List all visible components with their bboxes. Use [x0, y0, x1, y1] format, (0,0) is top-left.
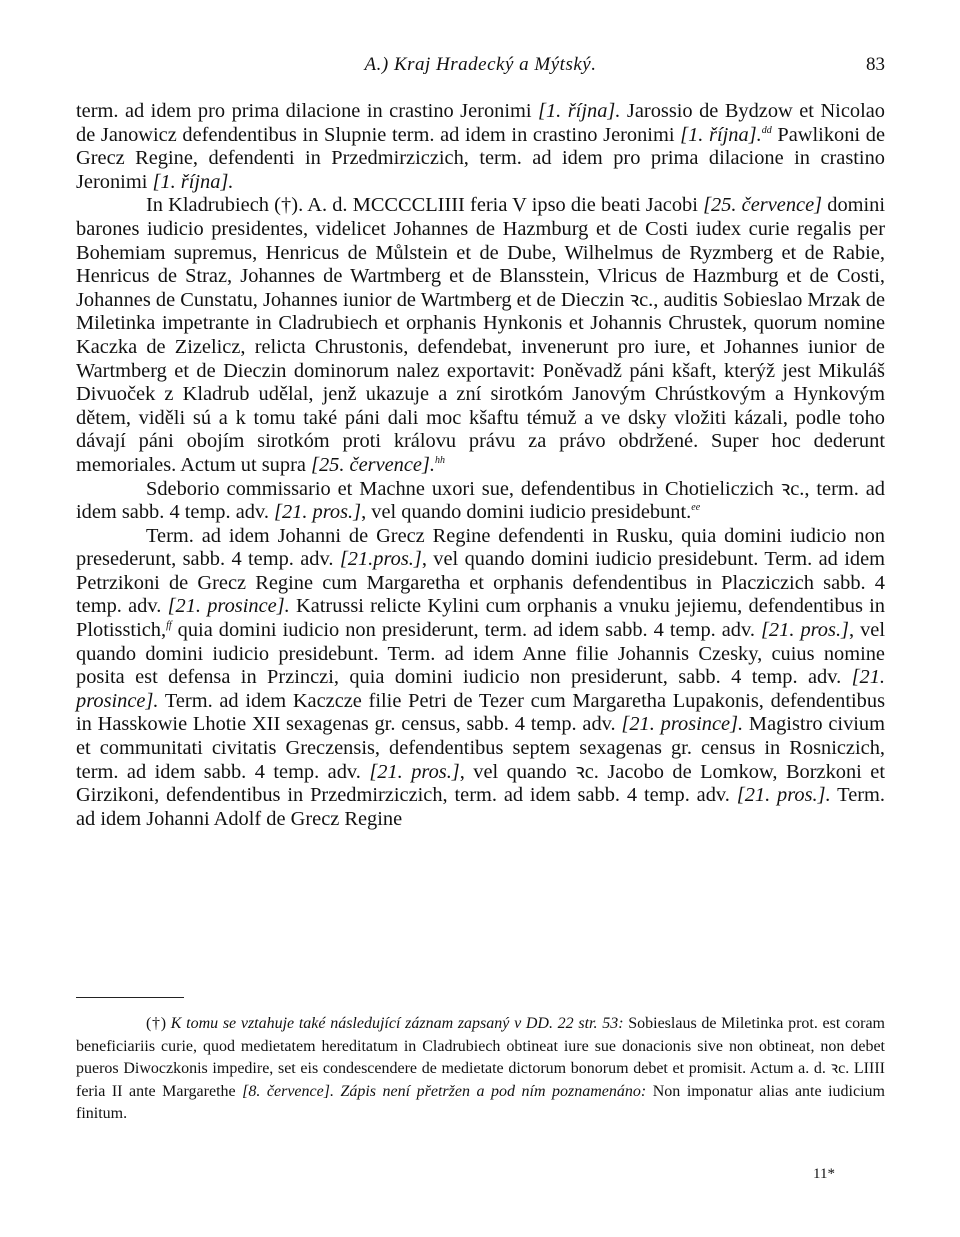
text-run: Pawlikoni de Grecz Regine, defendenti in Przedmirziczich, term. ad idem pro prima dilacione in crastino Jeronimi	[76, 123, 885, 193]
editorial-note: [21. prosince].	[621, 713, 744, 736]
text-run: Jarossio de Bydzow et Nicolao de Janowicz defendentibus in Slupnie term. ad idem in crastino Jeronimi	[76, 100, 885, 146]
text-run: Non imponatur alias ante iudicium finitum.	[76, 1082, 885, 1123]
running-title: A.) Kraj Hradecký a Mýtský.	[364, 54, 597, 75]
note-marker: ee	[691, 502, 701, 514]
text-run: Magistro civium et communitati civitatis Greczensis, defendentibus septem sexagenas gr. census in Rosniczich, term. ad idem sabb. 4 temp. adv.	[76, 713, 885, 783]
text-run: quia domini iudicio non presiderunt, term. ad idem sabb. 4 temp. adv.	[171, 619, 761, 642]
text-run: Katrussi relicte Kylini cum orphanis a vnuku jejiemu, defendentibus in Plotisstich,	[76, 595, 885, 642]
paragraph	[76, 100, 885, 194]
text-run: Term. ad idem Johanni de Grecz Regine defendenti in Rusku, quia domini iudicio non presederunt, sabb. 4 temp. adv.	[76, 524, 885, 571]
editorial-note: [1. října].	[680, 123, 762, 146]
text-run: , vel quando domini iudicio presidebunt. Term. ad idem Petrzikoni de Grecz Regine cum Margaretha et orphanis defendentibus in Placziczich sabb. 4 temp. adv.	[76, 548, 886, 618]
note-marker: hh	[435, 454, 446, 466]
paragraph	[76, 525, 885, 832]
editorial-note: [8. července]. Zápis není přetržen a pod ním poznamenáno:	[242, 1082, 647, 1100]
note-marker: ff	[166, 620, 172, 632]
editorial-note: [21. pros.]	[274, 501, 362, 524]
text-run: , vel quando domini iudicio presidebunt. Term. ad idem Anne filie Johannis Czesky, cuius nomine posita est defensa in Przinczi, quia domini iudicio non presiderunt, sabb. 4 temp. adv.	[76, 619, 886, 689]
editorial-note: [25. července].	[311, 453, 436, 476]
page-number: 83	[866, 54, 885, 75]
editorial-note: [21. pros.]	[369, 760, 460, 783]
editorial-note: [21.pros.]	[339, 548, 422, 571]
paragraph	[76, 194, 885, 477]
note-marker: dd	[761, 124, 772, 136]
sheet-signature: 11*	[813, 1166, 835, 1182]
editorial-note: [21. pros.].	[736, 784, 831, 807]
editorial-note: [1. října].	[152, 170, 234, 193]
page-header	[76, 54, 885, 84]
paragraph	[76, 478, 885, 525]
text-run: , vel quando domini iudicio presidebunt.	[361, 501, 692, 524]
text-run: term. ad idem pro prima dilacione in crastino Jeronimi	[76, 100, 539, 122]
text-run: Term. ad idem Kaczcze filie Petri de Tezer cum Margaretha Lupakonis, defendentibus in Hasskowie Lhotie XII sexagenas gr. census, sabb. 4 temp. adv.	[76, 689, 885, 736]
editorial-note: [21. prosince].	[76, 666, 885, 712]
text-run: Term. ad idem Johanni Adolf de Grecz Regine	[76, 784, 886, 830]
editorial-note: [21. pros.]	[761, 619, 849, 642]
text-run: , vel quando ꝛc. Jacobo de Lomkow, Borzkoni et Girzikoni, defendentibus in Przedmirziczich, term. ad idem sabb. 4 temp. adv.	[76, 760, 885, 807]
editorial-note: K tomu se vztahuje také následující záznam zapsaný v DD. 22 str. 53:	[170, 1015, 624, 1032]
footnote	[76, 1013, 885, 1126]
footnote-divider	[76, 997, 184, 998]
main-text	[76, 100, 885, 831]
text-run: (†)	[146, 1015, 171, 1032]
text-run: Sdeborio commissario et Machne uxori sue, defendentibus in Chotieliczich ꝛc., term. ad idem sabb. 4 temp. adv.	[76, 477, 885, 524]
editorial-note: [1. října].	[538, 100, 621, 122]
editorial-note: [21. prosince].	[167, 595, 290, 618]
text-run: domini barones iudicio presidentes, videlicet Johannes de Hazmburg et de Costi iudex curie regalis per Bohemiam supremus, Henricus de Můlstein et de Dube, Wilhelmus de Ryzmberg et de Rabie, Henricus de Straz, Johannes de Wartmberg et de Blansstein, Vlricus de Hazmburg et de Costi, Johannes de Cunstatu, Johannes iunior de Wartmberg et de Dieczin ꝛc., auditis Sobieslao Mrzak de Miletinka impetrante in Cladrubiech et orphanis Hynkonis et Johannis Chrustek, quorum nomine Kaczka de Zizelicz, relicta Chrustonis, defendebat, invenerunt pro iure, et Johannes iunior de Wartmberg et de Dieczin dominorum nalez exportavit: Poněvadž páni kšaft, kterýž jest Mikuláš Divuoček z Kladrub udělal, jenž ukazuje a zní sirotkóm Janovým Chrústkovým a Hynkovým dětem, viděli sú a k tomu také páni dali moc kšaftu témuž a ve dsky vložiti kázali, podle toho dávají páni obojím sirotkóm proti královu právu za právo obdržené. Super hoc dederunt memoriales. Actum ut supra	[76, 194, 886, 476]
text-run: In Kladrubiech (†). A. d. MCCCCLIIII feria V ipso die beati Jacobi	[146, 194, 704, 217]
editorial-note: [25. července]	[703, 194, 823, 217]
text-run: Sobieslaus de Miletinka prot. est coram beneficiariis curie, quod medietatem hereditatum in Cladrubiech obtineat iure sue donacionis sive non obtineat, non debet pueros Diwoczkonis impedire, set eis condescendere de medietate dictorum bonorum debet et promisit. Actum a. d. ꝛc. LIIII feria II ante Margarethe	[76, 1015, 886, 1100]
